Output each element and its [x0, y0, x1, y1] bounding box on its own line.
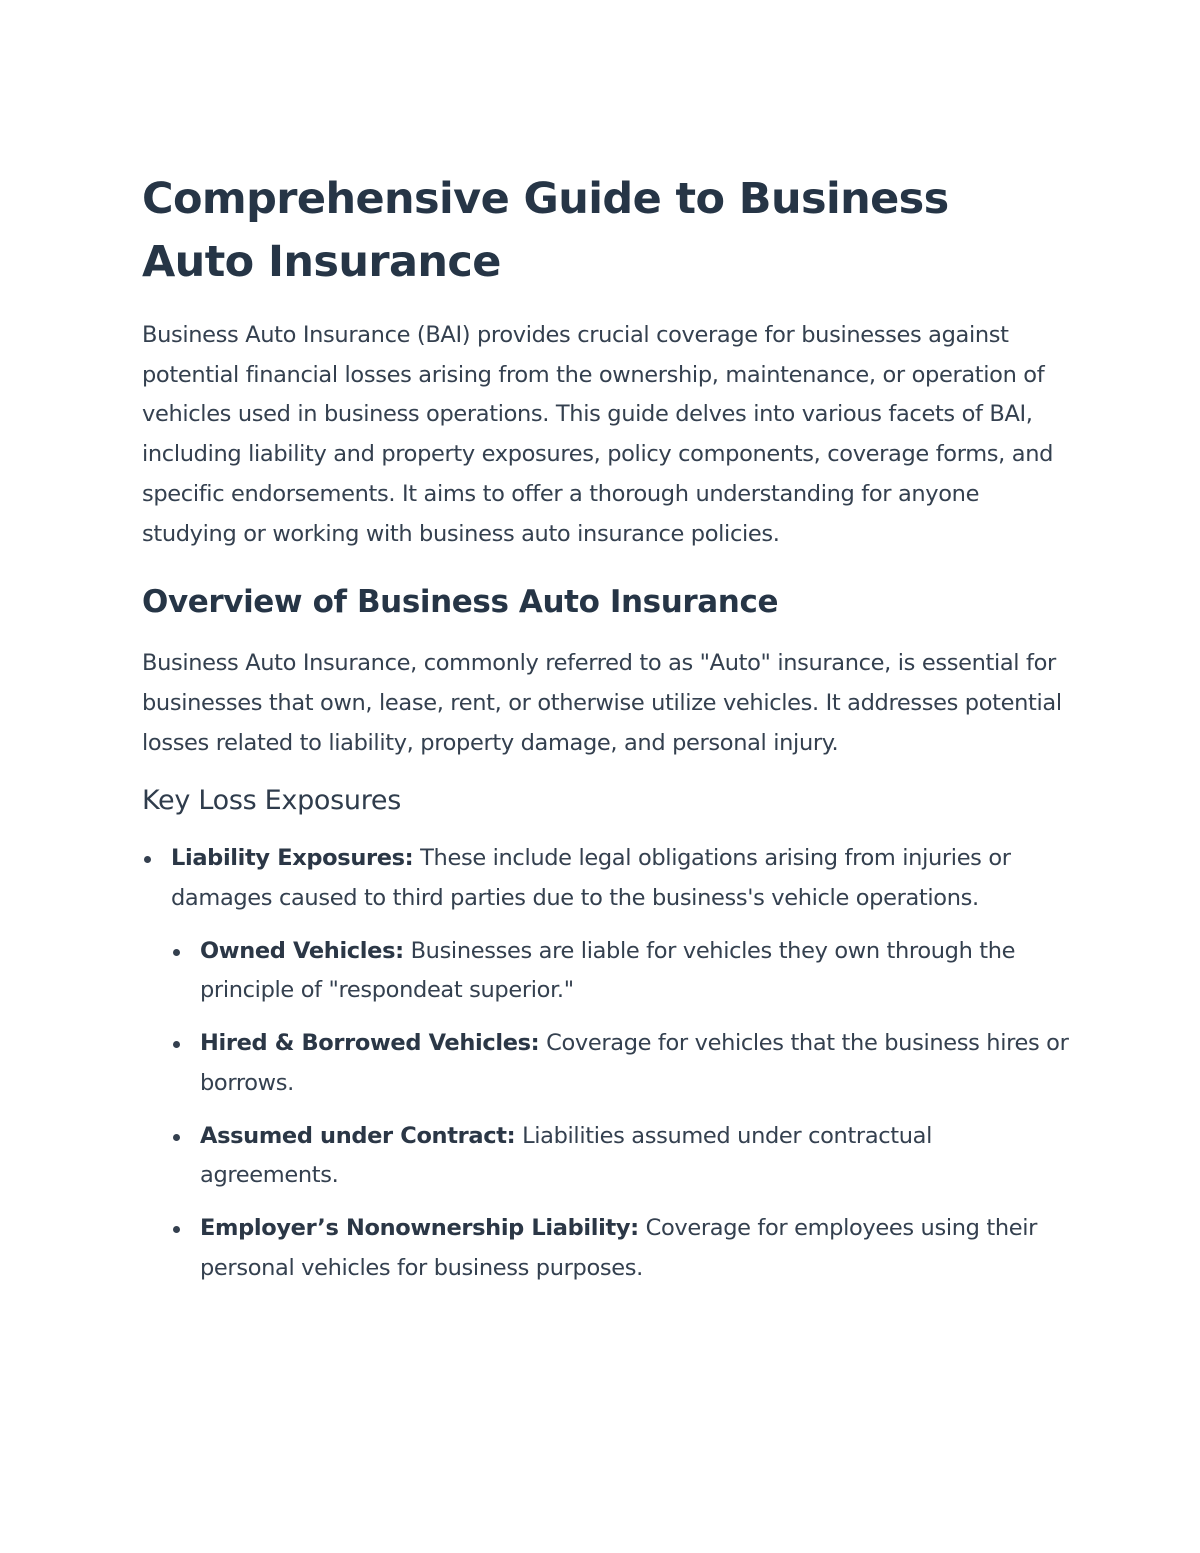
list-item-text: Liabilities assumed under contractual agreements.: [200, 1122, 933, 1189]
intro-paragraph: Business Auto Insurance (BAI) provides crucial coverage for businesses against potential financial losses arising from the ownership, maintenance, or operation of vehicles used in business operations. This guide delves into various facets of BAI, including liability and property exposures, policy components, coverage forms, and specific endorsements. It aims to offer a thorough understanding for anyone studying or working with business auto insurance policies.: [142, 322, 1054, 547]
list-item: [171, 1117, 1072, 1196]
loss-exposure-list: [142, 839, 1072, 1288]
document-page: [142, 168, 1072, 1301]
list-item-term: Owned Vehicles:: [200, 937, 404, 964]
list-item: [142, 839, 1072, 1288]
list-item-term: Liability Exposures:: [171, 845, 414, 872]
key-loss-heading: Key Loss Exposures: [142, 785, 401, 817]
list-item-text: Coverage for vehicles that the business hires or borrows.: [200, 1030, 1069, 1096]
bullet-icon: [173, 1226, 180, 1233]
list-item-term: Hired & Borrowed Vehicles:: [200, 1030, 540, 1057]
list-item-term: Employer’s Nonownership Liability:: [200, 1214, 639, 1241]
bullet-icon: [173, 1134, 180, 1141]
list-item-term: Assumed under Contract:: [200, 1122, 516, 1149]
overview-paragraph: Business Auto Insurance, commonly referred to as "Auto" insurance, is essential for businesses that own, lease, rent, or otherwise utilize vehicles. It addresses potential losses related to liability, property damage, and personal injury.: [142, 650, 1062, 756]
list-item: [171, 1209, 1072, 1288]
liability-sublist: [171, 932, 1072, 1289]
list-item: [171, 932, 1072, 1011]
bullet-icon: [173, 1041, 180, 1048]
list-item-text: These include legal obligations arising from injuries or damages caused to third parties due to the business's vehicle operations.: [171, 845, 1011, 912]
overview-heading: Overview of Business Auto Insurance: [142, 584, 779, 621]
bullet-icon: [173, 949, 180, 956]
page-title: Comprehensive Guide to Business Auto Insurance: [142, 174, 949, 287]
list-item-text: Coverage for employees using their personal vehicles for business purposes.: [200, 1214, 1038, 1281]
bullet-icon: [144, 856, 151, 863]
list-item: [171, 1024, 1072, 1103]
list-item-text: Businesses are liable for vehicles they own through the principle of "respondeat superior.": [200, 937, 1016, 1004]
